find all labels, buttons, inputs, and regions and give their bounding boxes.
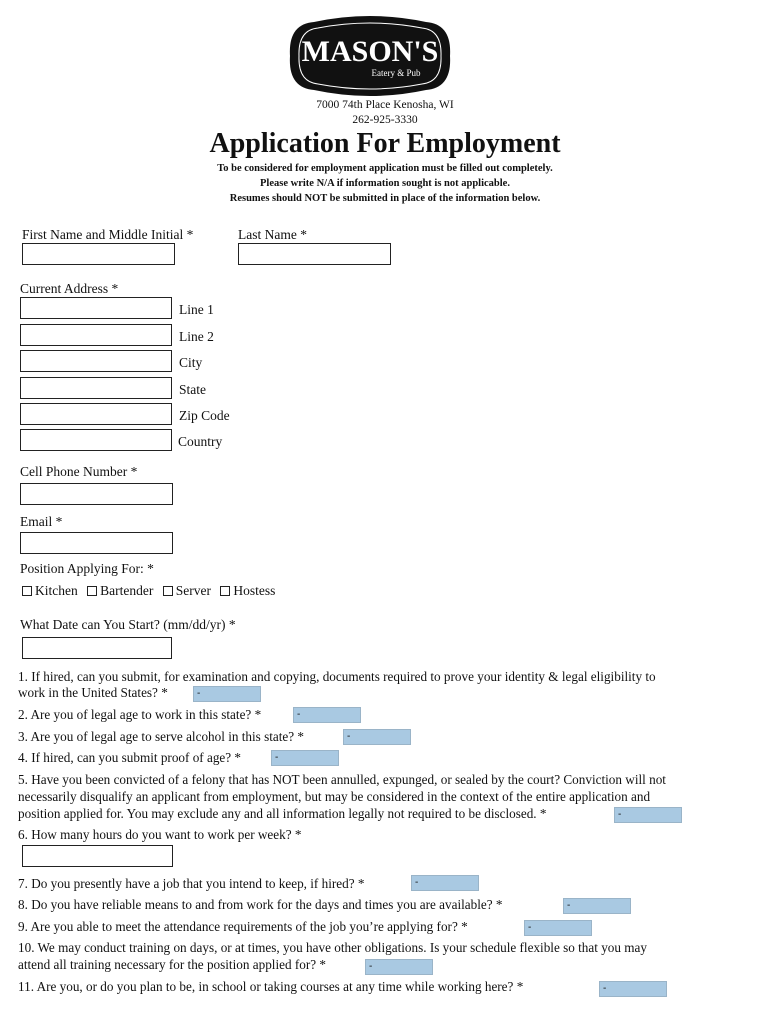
question-7: 7. Do you presently have a job that you intend to keep, if hired? * <box>18 876 365 891</box>
position-options <box>22 583 281 600</box>
email-label: Email * <box>20 514 63 529</box>
question-8: 8. Do you have reliable means to and from work for the days and times you are available? * <box>18 897 503 912</box>
position-server[interactable]: Server <box>163 583 211 599</box>
checkbox[interactable] <box>87 586 97 596</box>
position-bartender[interactable]: Bartender <box>87 583 153 599</box>
last-name-field[interactable] <box>238 243 391 265</box>
question-5-dropdown[interactable]: - <box>614 807 682 823</box>
address-line1-field[interactable] <box>20 297 172 319</box>
question-5-line2: necessarily disqualify an applicant from employment, but may be considered in the context of the entire application and <box>18 789 651 804</box>
position-label: Position Applying For: * <box>20 561 154 576</box>
cell-phone-field[interactable] <box>20 483 173 505</box>
question-1-line1: 1. If hired, can you submit, for examination and copying, documents required to prove your identity & legal eligibility to <box>18 669 656 684</box>
question-10-line2: attend all training necessary for the position applied for? * <box>18 957 326 972</box>
question-7-dropdown[interactable]: - <box>411 875 479 891</box>
question-11-dropdown[interactable]: - <box>599 981 667 997</box>
first-name-field[interactable] <box>22 243 175 265</box>
instruction-line: Resumes should NOT be submitted in place of the information below. <box>229 193 541 204</box>
start-date-label: What Date can You Start? (mm/dd/yr) * <box>20 617 236 632</box>
address-line1-label: Line 1 <box>179 302 214 317</box>
country-label: Country <box>178 434 223 449</box>
masons-logo <box>284 14 456 98</box>
start-date-field[interactable] <box>22 637 172 659</box>
cell-phone-label: Cell Phone Number * <box>20 464 138 479</box>
question-4: 4. If hired, can you submit proof of age? * <box>18 750 242 765</box>
checkbox[interactable] <box>163 586 173 596</box>
state-label: State <box>179 382 206 397</box>
address-line2-label: Line 2 <box>179 329 214 344</box>
state-field[interactable] <box>20 377 172 399</box>
question-2-dropdown[interactable]: - <box>293 707 361 723</box>
question-9: 9. Are you able to meet the attendance requirements of the job you’re applying for? * <box>18 919 468 934</box>
question-1-line2: work in the United States? * <box>18 685 168 700</box>
email-field[interactable] <box>20 532 173 554</box>
position-hostess[interactable]: Hostess <box>220 583 275 599</box>
question-3-dropdown[interactable]: - <box>343 729 411 745</box>
checkbox[interactable] <box>220 586 230 596</box>
question-11: 11. Are you, or do you plan to be, in school or taking courses at any time while working here? * <box>18 979 524 994</box>
first-name-label: First Name and Middle Initial * <box>22 227 194 242</box>
city-label: City <box>179 355 203 370</box>
question-4-dropdown[interactable]: - <box>271 750 339 766</box>
position-kitchen[interactable]: Kitchen <box>22 583 78 599</box>
phone-text: 262-925-3330 <box>352 114 418 126</box>
address-label: Current Address * <box>20 281 119 296</box>
question-3: 3. Are you of legal age to serve alcohol in this state? * <box>18 729 305 744</box>
instruction-line: To be considered for employment application must be filled out completely. <box>217 163 553 174</box>
question-10-dropdown[interactable]: - <box>365 959 433 975</box>
zip-code-label: Zip Code <box>179 408 230 423</box>
question-8-dropdown[interactable]: - <box>563 898 631 914</box>
question-9-dropdown[interactable]: - <box>524 920 592 936</box>
zip-code-field[interactable] <box>20 403 172 425</box>
question-1-dropdown[interactable]: - <box>193 686 261 702</box>
question-5-line1: 5. Have you been convicted of a felony that has NOT been annulled, expunged, or sealed by the court? Conviction will not <box>18 772 666 787</box>
question-6: 6. How many hours do you want to work per week? * <box>18 827 302 842</box>
question-10-line1: 10. We may conduct training on days, or at times, you have other obligations. Is your schedule flexible so that you may <box>18 940 647 955</box>
city-field[interactable] <box>20 350 172 372</box>
logo-brand: MASON'S <box>301 35 439 68</box>
instruction-line: Please write N/A if information sought is not applicable. <box>260 178 510 189</box>
address-line2-field[interactable] <box>20 324 172 346</box>
page-title: Application For Employment <box>209 128 561 159</box>
logo-sub: Eatery & Pub <box>371 68 421 78</box>
last-name-label: Last Name * <box>238 227 307 242</box>
question-2: 2. Are you of legal age to work in this state? * <box>18 707 262 722</box>
question-5-line3: position applied for. You may exclude any and all information legally not required to be disclosed. * <box>18 806 547 821</box>
address-text: 7000 74th Place Kenosha, WI <box>316 99 454 111</box>
checkbox[interactable] <box>22 586 32 596</box>
country-field[interactable] <box>20 429 172 451</box>
hours-per-week-field[interactable] <box>22 845 173 867</box>
